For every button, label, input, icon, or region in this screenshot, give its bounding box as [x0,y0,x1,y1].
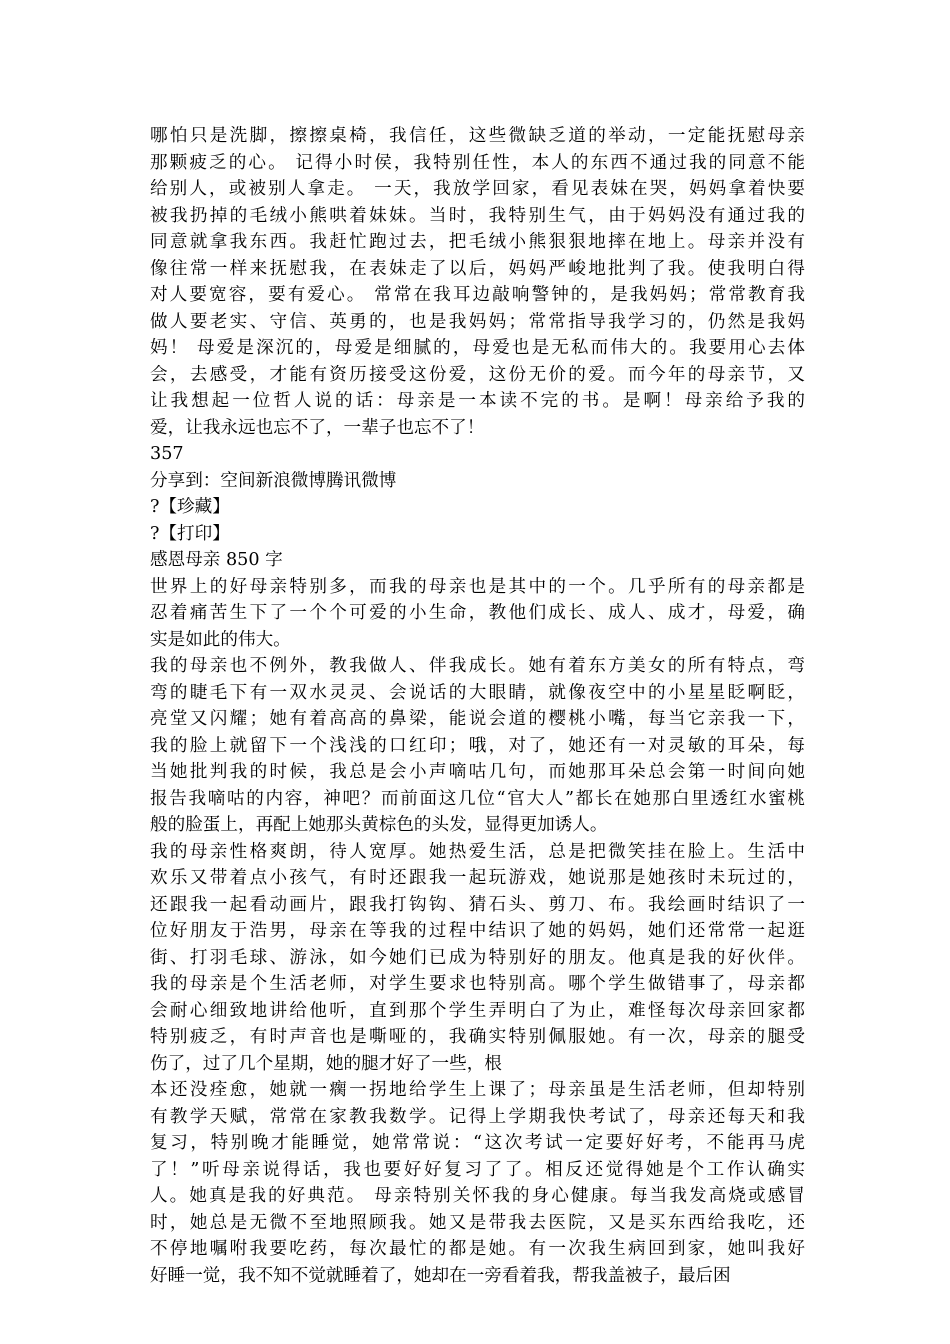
para-intro-end [150,123,805,441]
text-line: ?【珍藏】 [150,497,230,517]
text-line: 时，她总是无微不至地照顾我。她又是带我去医院，又是买东西给我吃，还 [150,1212,805,1233]
text-line: 了！”听母亲说得话，我也要好好复习了了。相反还觉得她是个工作认确实 [150,1159,805,1180]
para-3 [150,839,805,1078]
text-line: 还跟我一起看动画片，跟我打钩钩、猜石头、剪刀、布。我绘画时结识了一 [150,894,805,915]
text-line: 对人要宽容，要有爱心。 常常在我耳边敲响警钟的，是我妈妈；常常教育我 [150,285,805,305]
collect-link[interactable] [150,494,805,521]
share-line[interactable] [150,468,805,495]
text-line: 亮堂又闪耀；她有着高高的鼻梁，能说会道的樱桃小嘴，每当它亲我一下， [150,709,805,729]
print-link[interactable] [150,521,805,548]
text-line: 实是如此的伟大。 [150,629,291,650]
text-line: 哪怕只是洗脚，擦擦桌椅，我信任，这些微缺乏道的举动，一定能抚慰母亲 [150,126,805,146]
text-line: 妈！ 母爱是深沉的，母爱是细腻的，母爱也是无私而伟大的。我要用心去体 [150,338,805,358]
text-line: 伤了，过了几个星期，她的腿才好了一些，根 [150,1053,502,1074]
text-line: 像往常一样来抚慰我，在表妹走了以后，妈妈严峻地批判了我。使我明白得 [150,258,805,279]
text-line: 我的脸上就留下一个浅浅的口红印；哦，对了，她还有一对灵敏的耳朵，每 [150,735,805,756]
text-line: 被我扔掉的毛绒小熊哄着妹妹。当时，我特别生气，由于妈妈没有通过我的 [150,205,805,226]
text-line: 同意就拿我东西。我赶忙跑过去，把毛绒小熊狠狠地摔在地上。母亲并没有 [150,232,805,252]
text-line: 欢乐又带着点小孩气，有时还跟我一起玩游戏，她说那是她孩时未玩过的， [150,868,805,888]
essay-title [150,547,805,574]
text-line: 报告我嘀咕的内容，神吧？而前面这几位“官大人”都长在她那白里透红水蜜桃 [150,788,805,809]
text-line: 世界上的好母亲特别多，而我的母亲也是其中的一个。几乎所有的母亲都是 [150,576,805,597]
text-line: 位好朋友于浩男，母亲在等我的过程中结识了她的妈妈，她们还常常一起逛 [150,921,805,941]
text-line: 街、打羽毛球、游泳，如今她们已成为特别好的朋友。他真是我的好伙伴。 [150,947,805,968]
text-line: 我的母亲也不例外，教我做人、伴我成长。她有着东方美女的所有特点，弯 [150,656,805,676]
document-page [150,123,805,1289]
text-line: 不停地嘱咐我要吃药，每次最忙的都是她。有一次我生病回到家，她叫我好 [150,1239,805,1259]
text-line: 会耐心细致地讲给他听，直到那个学生弄明白了为止，难怪每次母亲回家都 [150,1000,805,1021]
text-line: 当她批判我的时候，我总是会小声嘀咕几句，而她那耳朵总会第一时间向她 [150,762,805,782]
text-line: 忍着痛苦生下了一个个可爱的小生命，教他们成长、成人、成才，母爱，确 [150,603,805,623]
text-line: 做人要老实、守信、英勇的，也是我妈妈；常常指导我学习的，仍然是我妈 [150,311,805,332]
text-line: 那颗疲乏的心。 记得小时侯，我特别任性，本人的东西不通过我的同意不能 [150,152,805,173]
para-2 [150,653,805,839]
text-line: 弯的睫毛下有一双水灵灵、会说话的大眼睛，就像夜空中的小星星眨啊眨， [150,682,805,703]
text-line: ?【打印】 [150,523,230,544]
text-line: 我的母亲是个生活老师，对学生要求也特别高。哪个学生做错事了，母亲都 [150,974,805,994]
text-line: 我的母亲性格爽朗，待人宽厚。她热爱生活，总是把微笑挂在脸上。生活中 [150,841,805,862]
text-line: 复习，特别晚才能睡觉，她常常说：“这次考试一定要好好考，不能再马虎 [150,1133,805,1153]
para-1 [150,574,805,654]
text-line: 特别疲乏，有时声音也是嘶哑的，我确实特别佩服她。有一次，母亲的腿受 [150,1027,805,1047]
text-line: 爱，让我永远也忘不了，一辈子也忘不了！ [150,417,485,438]
text-line: 分享到：空间新浪微博腾讯微博 [150,470,397,491]
text-line: 有教学天赋，常常在家教我数学。记得上学期我快考试了，母亲还每天和我 [150,1106,805,1127]
text-line: 人。她真是我的好典范。 母亲特别关怀我的身心健康。每当我发高烧或感冒 [150,1186,805,1206]
text-line: 给别人，或被别人拿走。 一天，我放学回家，看见表妹在哭，妈妈拿着快要 [150,179,805,199]
text-line: 会，去感受，才能有资历接受这份爱，这份无价的爱。而今年的母亲节，又 [150,364,805,385]
text-line: 本还没痊愈，她就一瘸一拐地给学生上课了；母亲虽是生活老师，但却特别 [150,1080,805,1100]
count [150,441,805,468]
text-line: 般的脸蛋上，再配上她那头黄棕色的头发，显得更加诱人。 [150,815,608,835]
para-4 [150,1077,805,1289]
text-line: 让我想起一位哲人说的话：母亲是一本读不完的书。是啊！母亲给予我的 [150,391,805,411]
text-line: 感恩母亲 850 字 [150,550,283,570]
text-line: 好睡一觉，我不知不觉就睡着了，她却在一旁看着我，帮我盖被子，最后困 [150,1265,731,1286]
text-line: 357 [150,444,184,464]
